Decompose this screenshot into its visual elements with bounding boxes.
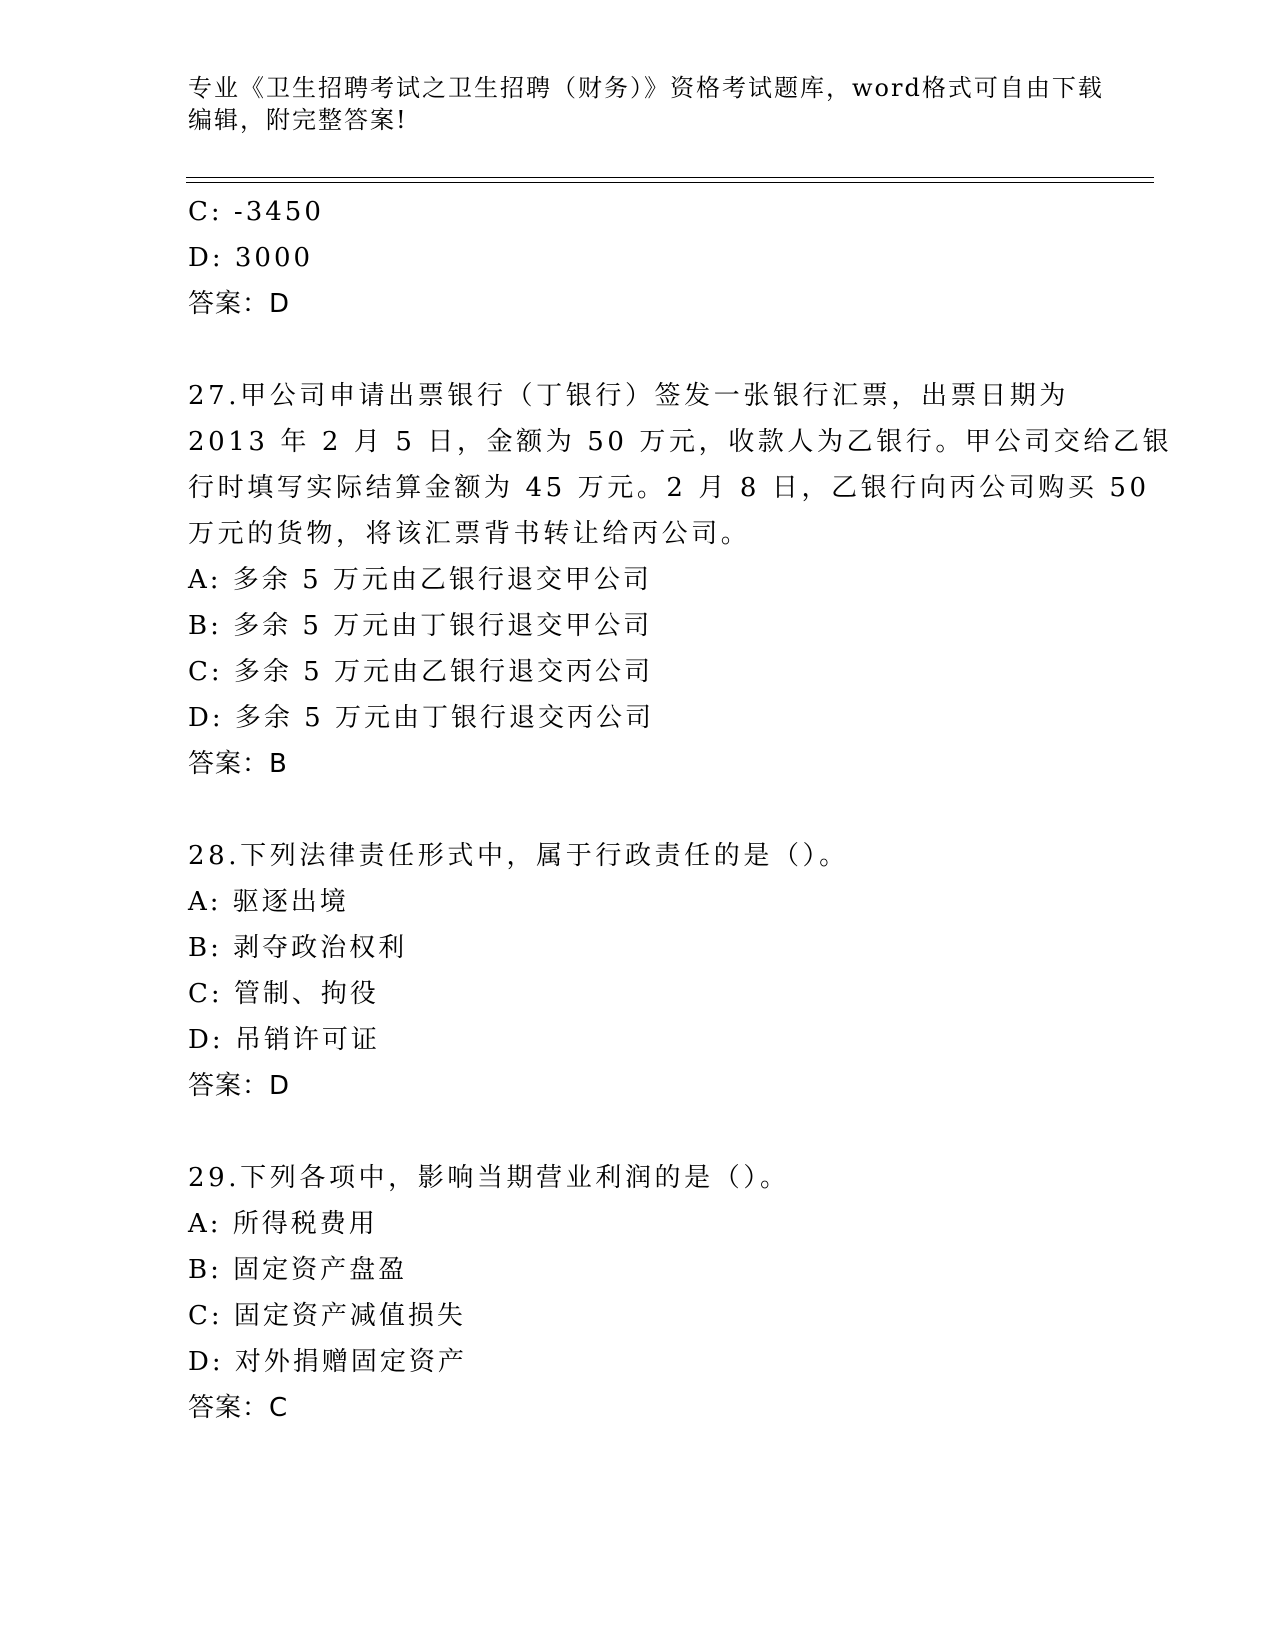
option-a: A: 驱逐出境 <box>188 887 349 917</box>
stem-line: 2013 年 2 月 5 日，金额为 50 万元，收款人为乙银行。甲公司交给乙银 <box>188 427 1173 457</box>
answer-line: 答案：D <box>188 1071 291 1101</box>
answer-line: 答案：C <box>188 1393 289 1423</box>
option-c: C: -3450 <box>188 197 324 227</box>
spacer <box>188 787 1088 833</box>
header-line-2: 编辑，附完整答案! <box>188 106 408 134</box>
option-d: D: 3000 <box>188 243 314 273</box>
option-c: C: 固定资产减值损失 <box>188 1301 466 1331</box>
document-header <box>188 72 1104 136</box>
option-a: A: 多余 5 万元由乙银行退交甲公司 <box>188 565 652 595</box>
option-c: C: 多余 5 万元由乙银行退交丙公司 <box>188 657 653 687</box>
option-b: B: 固定资产盘盈 <box>188 1255 408 1285</box>
stem-line: 29.下列各项中，影响当期营业利润的是（）。 <box>188 1163 790 1193</box>
question-29 <box>188 1155 1088 1431</box>
header-divider-bottom <box>186 182 1154 183</box>
header-divider-top <box>186 177 1154 178</box>
stem-line: 28.下列法律责任形式中，属于行政责任的是（）。 <box>188 841 849 871</box>
header-line-1: 专业《卫生招聘考试之卫生招聘（财务）》资格考试题库，word格式可自由下载 <box>188 74 1104 102</box>
option-d: D: 吊销许可证 <box>188 1025 380 1055</box>
spacer <box>188 1109 1088 1155</box>
answer-line: 答案：D <box>188 289 291 319</box>
question-28 <box>188 833 1088 1109</box>
question-stem <box>188 373 1173 557</box>
prev-question <box>188 189 1088 327</box>
stem-line: 27.甲公司申请出票银行（丁银行）签发一张银行汇票，出票日期为 <box>188 381 1069 411</box>
stem-line: 行时填写实际结算金额为 45 万元。2 月 8 日，乙银行向丙公司购买 50 <box>188 473 1150 503</box>
option-c: C: 管制、拘役 <box>188 979 379 1009</box>
question-27 <box>188 373 1173 787</box>
stem-line: 万元的货物，将该汇票背书转让给丙公司。 <box>188 519 751 549</box>
option-d: D: 对外捐赠固定资产 <box>188 1347 467 1377</box>
option-b: B: 剥夺政治权利 <box>188 933 408 963</box>
document-body <box>188 189 1173 1431</box>
question-stem <box>188 833 1088 879</box>
question-stem <box>188 1155 1088 1201</box>
option-b: B: 多余 5 万元由丁银行退交甲公司 <box>188 611 653 641</box>
spacer <box>188 327 1088 373</box>
answer-line: 答案：B <box>188 749 288 779</box>
option-a: A: 所得税费用 <box>188 1209 378 1239</box>
option-d: D: 多余 5 万元由丁银行退交丙公司 <box>188 703 654 733</box>
